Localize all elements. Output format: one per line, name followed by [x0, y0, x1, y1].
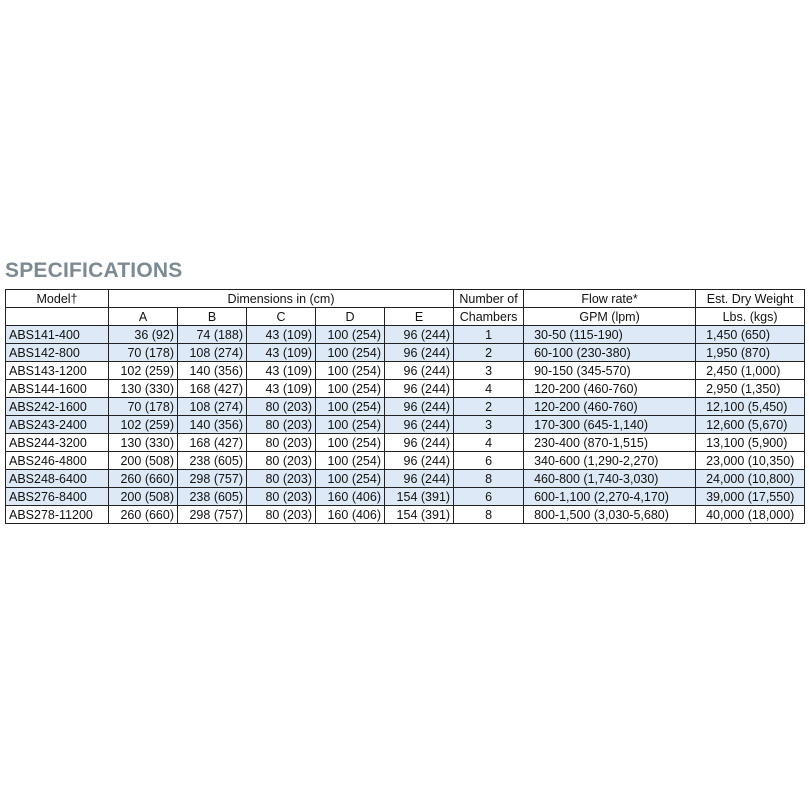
table-row: [6, 488, 805, 506]
header-weight-line2: Lbs. (kgs): [696, 308, 805, 326]
table-row: [6, 416, 805, 434]
cell-flow-rate: 90-150 (345-570): [524, 362, 696, 380]
cell-dry-weight: 2,450 (1,000): [696, 362, 805, 380]
cell-dim-e: 96 (244): [385, 470, 454, 488]
cell-dim-a: 102 (259): [109, 362, 178, 380]
cell-dim-b: 140 (356): [178, 416, 247, 434]
header-dim-b: B: [178, 308, 247, 326]
cell-model: ABS142-800: [6, 344, 109, 362]
cell-dim-b: 238 (605): [178, 452, 247, 470]
cell-dim-e: 96 (244): [385, 398, 454, 416]
header-dim-a: A: [109, 308, 178, 326]
cell-dim-c: 43 (109): [247, 380, 316, 398]
cell-flow-rate: 460-800 (1,740-3,030): [524, 470, 696, 488]
cell-flow-rate: 120-200 (460-760): [524, 380, 696, 398]
cell-dim-a: 130 (330): [109, 380, 178, 398]
cell-chambers: 2: [454, 398, 524, 416]
cell-dim-e: 96 (244): [385, 344, 454, 362]
cell-dim-b: 168 (427): [178, 380, 247, 398]
cell-model: ABS243-2400: [6, 416, 109, 434]
cell-dim-d: 100 (254): [316, 344, 385, 362]
cell-dry-weight: 12,600 (5,670): [696, 416, 805, 434]
cell-model: ABS248-6400: [6, 470, 109, 488]
table-row: [6, 398, 805, 416]
cell-model: ABS242-1600: [6, 398, 109, 416]
cell-dim-a: 260 (660): [109, 470, 178, 488]
cell-chambers: 8: [454, 470, 524, 488]
cell-chambers: 4: [454, 380, 524, 398]
table-row: [6, 452, 805, 470]
table-row: [6, 434, 805, 452]
cell-dry-weight: 1,950 (870): [696, 344, 805, 362]
cell-dim-a: 200 (508): [109, 452, 178, 470]
cell-flow-rate: 170-300 (645-1,140): [524, 416, 696, 434]
header-chambers-line1: Number of: [454, 290, 524, 308]
cell-dim-a: 36 (92): [109, 326, 178, 344]
cell-dim-e: 154 (391): [385, 506, 454, 524]
header-flow-line1: Flow rate*: [524, 290, 696, 308]
header-dim-e: E: [385, 308, 454, 326]
cell-dim-d: 100 (254): [316, 326, 385, 344]
cell-dry-weight: 40,000 (18,000): [696, 506, 805, 524]
cell-model: ABS276-8400: [6, 488, 109, 506]
cell-dim-c: 43 (109): [247, 344, 316, 362]
cell-dry-weight: 23,000 (10,350): [696, 452, 805, 470]
cell-dim-c: 80 (203): [247, 488, 316, 506]
cell-dim-a: 260 (660): [109, 506, 178, 524]
cell-dry-weight: 39,000 (17,550): [696, 488, 805, 506]
page-title: SPECIFICATIONS: [5, 259, 183, 282]
cell-dim-d: 100 (254): [316, 362, 385, 380]
cell-dim-e: 96 (244): [385, 362, 454, 380]
cell-dry-weight: 12,100 (5,450): [696, 398, 805, 416]
cell-dim-e: 96 (244): [385, 416, 454, 434]
cell-chambers: 3: [454, 362, 524, 380]
cell-dim-e: 96 (244): [385, 380, 454, 398]
specifications-table: [5, 289, 805, 524]
cell-chambers: 6: [454, 452, 524, 470]
cell-dim-b: 238 (605): [178, 488, 247, 506]
cell-dry-weight: 24,000 (10,800): [696, 470, 805, 488]
cell-dim-a: 102 (259): [109, 416, 178, 434]
cell-flow-rate: 30-50 (115-190): [524, 326, 696, 344]
cell-dim-d: 160 (406): [316, 488, 385, 506]
cell-dim-e: 96 (244): [385, 452, 454, 470]
cell-dim-e: 154 (391): [385, 488, 454, 506]
cell-dim-d: 100 (254): [316, 416, 385, 434]
cell-model: ABS246-4800: [6, 452, 109, 470]
cell-dim-b: 108 (274): [178, 398, 247, 416]
cell-chambers: 4: [454, 434, 524, 452]
cell-flow-rate: 60-100 (230-380): [524, 344, 696, 362]
cell-model: ABS141-400: [6, 326, 109, 344]
cell-dim-b: 140 (356): [178, 362, 247, 380]
table-row: [6, 380, 805, 398]
cell-dim-c: 80 (203): [247, 470, 316, 488]
cell-dim-b: 108 (274): [178, 344, 247, 362]
cell-model: ABS244-3200: [6, 434, 109, 452]
cell-dry-weight: 1,450 (650): [696, 326, 805, 344]
cell-dim-d: 100 (254): [316, 470, 385, 488]
header-flow-line2: GPM (lpm): [524, 308, 696, 326]
cell-chambers: 3: [454, 416, 524, 434]
cell-dim-c: 80 (203): [247, 398, 316, 416]
cell-dim-c: 43 (109): [247, 326, 316, 344]
cell-flow-rate: 340-600 (1,290-2,270): [524, 452, 696, 470]
cell-model: ABS144-1600: [6, 380, 109, 398]
cell-dim-a: 70 (178): [109, 398, 178, 416]
cell-dry-weight: 13,100 (5,900): [696, 434, 805, 452]
cell-dim-a: 70 (178): [109, 344, 178, 362]
cell-flow-rate: 120-200 (460-760): [524, 398, 696, 416]
cell-model: ABS278-11200: [6, 506, 109, 524]
cell-dim-d: 100 (254): [316, 452, 385, 470]
table-row: [6, 344, 805, 362]
cell-dim-a: 200 (508): [109, 488, 178, 506]
cell-chambers: 1: [454, 326, 524, 344]
header-chambers-line2: Chambers: [454, 308, 524, 326]
cell-dim-c: 80 (203): [247, 506, 316, 524]
cell-dim-b: 298 (757): [178, 506, 247, 524]
cell-dim-d: 100 (254): [316, 380, 385, 398]
header-model-blank: [6, 308, 109, 326]
cell-dim-b: 168 (427): [178, 434, 247, 452]
header-dimensions: Dimensions in (cm): [109, 290, 454, 308]
cell-chambers: 6: [454, 488, 524, 506]
cell-dry-weight: 2,950 (1,350): [696, 380, 805, 398]
cell-dim-e: 96 (244): [385, 434, 454, 452]
table-row: [6, 470, 805, 488]
cell-dim-b: 74 (188): [178, 326, 247, 344]
header-row-1: [6, 290, 805, 308]
cell-dim-c: 80 (203): [247, 434, 316, 452]
cell-dim-c: 80 (203): [247, 452, 316, 470]
header-model: Model†: [6, 290, 109, 308]
cell-dim-e: 96 (244): [385, 326, 454, 344]
header-dim-d: D: [316, 308, 385, 326]
cell-flow-rate: 800-1,500 (3,030-5,680): [524, 506, 696, 524]
cell-flow-rate: 600-1,100 (2,270-4,170): [524, 488, 696, 506]
cell-chambers: 8: [454, 506, 524, 524]
cell-dim-c: 43 (109): [247, 362, 316, 380]
cell-model: ABS143-1200: [6, 362, 109, 380]
header-dim-c: C: [247, 308, 316, 326]
cell-flow-rate: 230-400 (870-1,515): [524, 434, 696, 452]
cell-chambers: 2: [454, 344, 524, 362]
table-row: [6, 362, 805, 380]
cell-dim-d: 160 (406): [316, 506, 385, 524]
cell-dim-c: 80 (203): [247, 416, 316, 434]
specifications-body: [6, 326, 805, 524]
cell-dim-d: 100 (254): [316, 434, 385, 452]
cell-dim-a: 130 (330): [109, 434, 178, 452]
cell-dim-d: 100 (254): [316, 398, 385, 416]
header-weight-line1: Est. Dry Weight: [696, 290, 805, 308]
table-row: [6, 326, 805, 344]
table-row: [6, 506, 805, 524]
cell-dim-b: 298 (757): [178, 470, 247, 488]
header-row-2: [6, 308, 805, 326]
